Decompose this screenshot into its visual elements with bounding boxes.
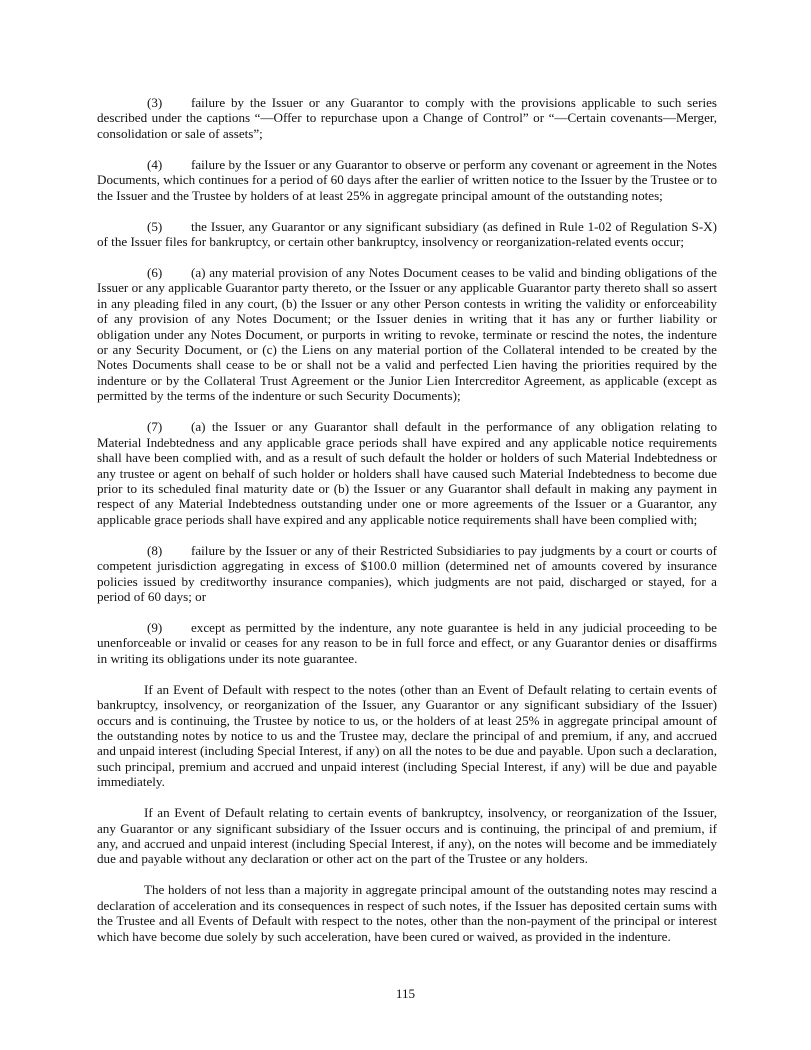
page-number: 115 <box>395 986 416 1001</box>
item-text: (a) any material provision of any Notes Document ceases to be valid and binding obligations of the Issuer or any applicable Guarantor party thereto, or the Issuer or any applicable Guarantor party thereto shall so assert in any pleading filed in any court, (b) the Issuer or any other Person contests in writing the validity or enforceability of any provision of any Notes Document; or the Issuer denies in writing that it has any or further liability or obligation under any Notes Document, or purports in writing to revoke, terminate or rescind the notes, the indenture or any Security Document, or (c) the Liens on any material portion of the Collateral intended to be created by the Notes Documents shall cease to be or shall not be a valid and perfected Lien having the priorities required by the indenture or by the Collateral Trust Agreement or the Junior Lien Intercreditor Agreement, as applicable (except as permitted by the terms of the indenture or such Security Documents); <box>97 265 717 404</box>
item-number: (8) <box>147 542 163 558</box>
body-paragraph: If an Event of Default relating to certain events of bankruptcy, insolvency, or reorganization of the Issuer, any Guarantor or any significant subsidiary of the Issuer occurs and is continuing, the principal of and premium, if any, and accrued and unpaid interest (including Special Interest, if any), on the notes will become and be immediately due and payable without any declaration or other act on the part of the Trustee or any holders. <box>97 805 717 867</box>
list-item <box>97 219 717 250</box>
item-text: failure by the Issuer or any of their Restricted Subsidiaries to pay judgments by a court or courts of competent jurisdiction aggregating in excess of $100.0 million (determined net of amounts covered by insurance policies issued by creditworthy insurance companies), which judgments are not paid, discharged or stayed, for a period of 60 days; or <box>97 542 717 604</box>
body-paragraph: If an Event of Default with respect to the notes (other than an Event of Default relating to certain events of bankruptcy, insolvency, or reorganization of the Issuer, any Guarantor or any significant subsidiary of the Issuer) occurs and is continuing, the Trustee by notice to us, or the holders of at least 25% in aggregate principal amount of the outstanding notes by notice to us and the Trustee may, declare the principal of and premium, if any, and accrued and unpaid interest (including Special Interest, if any) on all the notes to be due and payable. Upon such a declaration, such principal, premium and accrued and unpaid interest (including Special Interest, if any) will be due and payable immediately. <box>97 681 717 790</box>
item-text: the Issuer, any Guarantor or any significant subsidiary (as defined in Rule 1-02 of Regulation S-X) of the Issuer files for bankruptcy, or certain other bankruptcy, insolvency or reorganization-related events occur; <box>97 218 717 250</box>
item-text: failure by the Issuer or any Guarantor to comply with the provisions applicable to such series described under the captions “—Offer to repurchase upon a Change of Control” or “—Certain covenants—Merger, consolidation or sale of assets”; <box>97 95 717 141</box>
item-number: (7) <box>147 419 163 435</box>
item-number: (6) <box>147 265 163 281</box>
list-item <box>97 157 717 203</box>
item-number: (5) <box>147 218 163 234</box>
list-item <box>97 265 717 404</box>
list-item <box>97 95 717 141</box>
item-text: (a) the Issuer or any Guarantor shall default in the performance of any obligation relating to Material Indebtedness and any applicable grace periods shall have expired and any applicable notice requirements shall have been complied with, and as a result of such default the holder or holders of such Material Indebtedness or any trustee or agent on behalf of such holder or holders shall have caused such Material Indebtedness to become due prior to its scheduled final maturity date or (b) the Issuer or any Guarantor shall default in making any payment in respect of any Material Indebtedness outstanding under one or more agreements of the Issuer or a Guarantor, any applicable grace periods shall have expired and any applicable notice requirements shall have been complied with; <box>97 419 717 527</box>
body-paragraph: The holders of not less than a majority in aggregate principal amount of the outstanding notes may rescind a declaration of acceleration and its consequences in respect of such notes, if the Issuer has deposited certain sums with the Trustee and all Events of Default with respect to the notes, other than the non-payment of the principal or interest which have become due solely by such acceleration, have been cured or waived, as provided in the indenture. <box>97 882 717 944</box>
item-number: (9) <box>147 619 163 635</box>
item-text: failure by the Issuer or any Guarantor to observe or perform any covenant or agreement in the Notes Documents, which continues for a period of 60 days after the earlier of written notice to the Issuer by the Trustee or to the Issuer and the Trustee by holders of at least 25% in aggregate principal amount of the outstanding notes; <box>97 156 717 203</box>
list-item <box>97 543 717 605</box>
document-page <box>97 95 717 960</box>
item-number: (3) <box>147 95 163 110</box>
item-text: except as permitted by the indenture, any note guarantee is held in any judicial proceeding to be unenforceable or invalid or ceases for any reason to be in full force and effect, or any Guarantor denies or disaffirms in writing its obligations under its note guarantee. <box>97 619 717 666</box>
list-item <box>97 419 717 527</box>
item-number: (4) <box>147 156 163 172</box>
list-item <box>97 620 717 666</box>
